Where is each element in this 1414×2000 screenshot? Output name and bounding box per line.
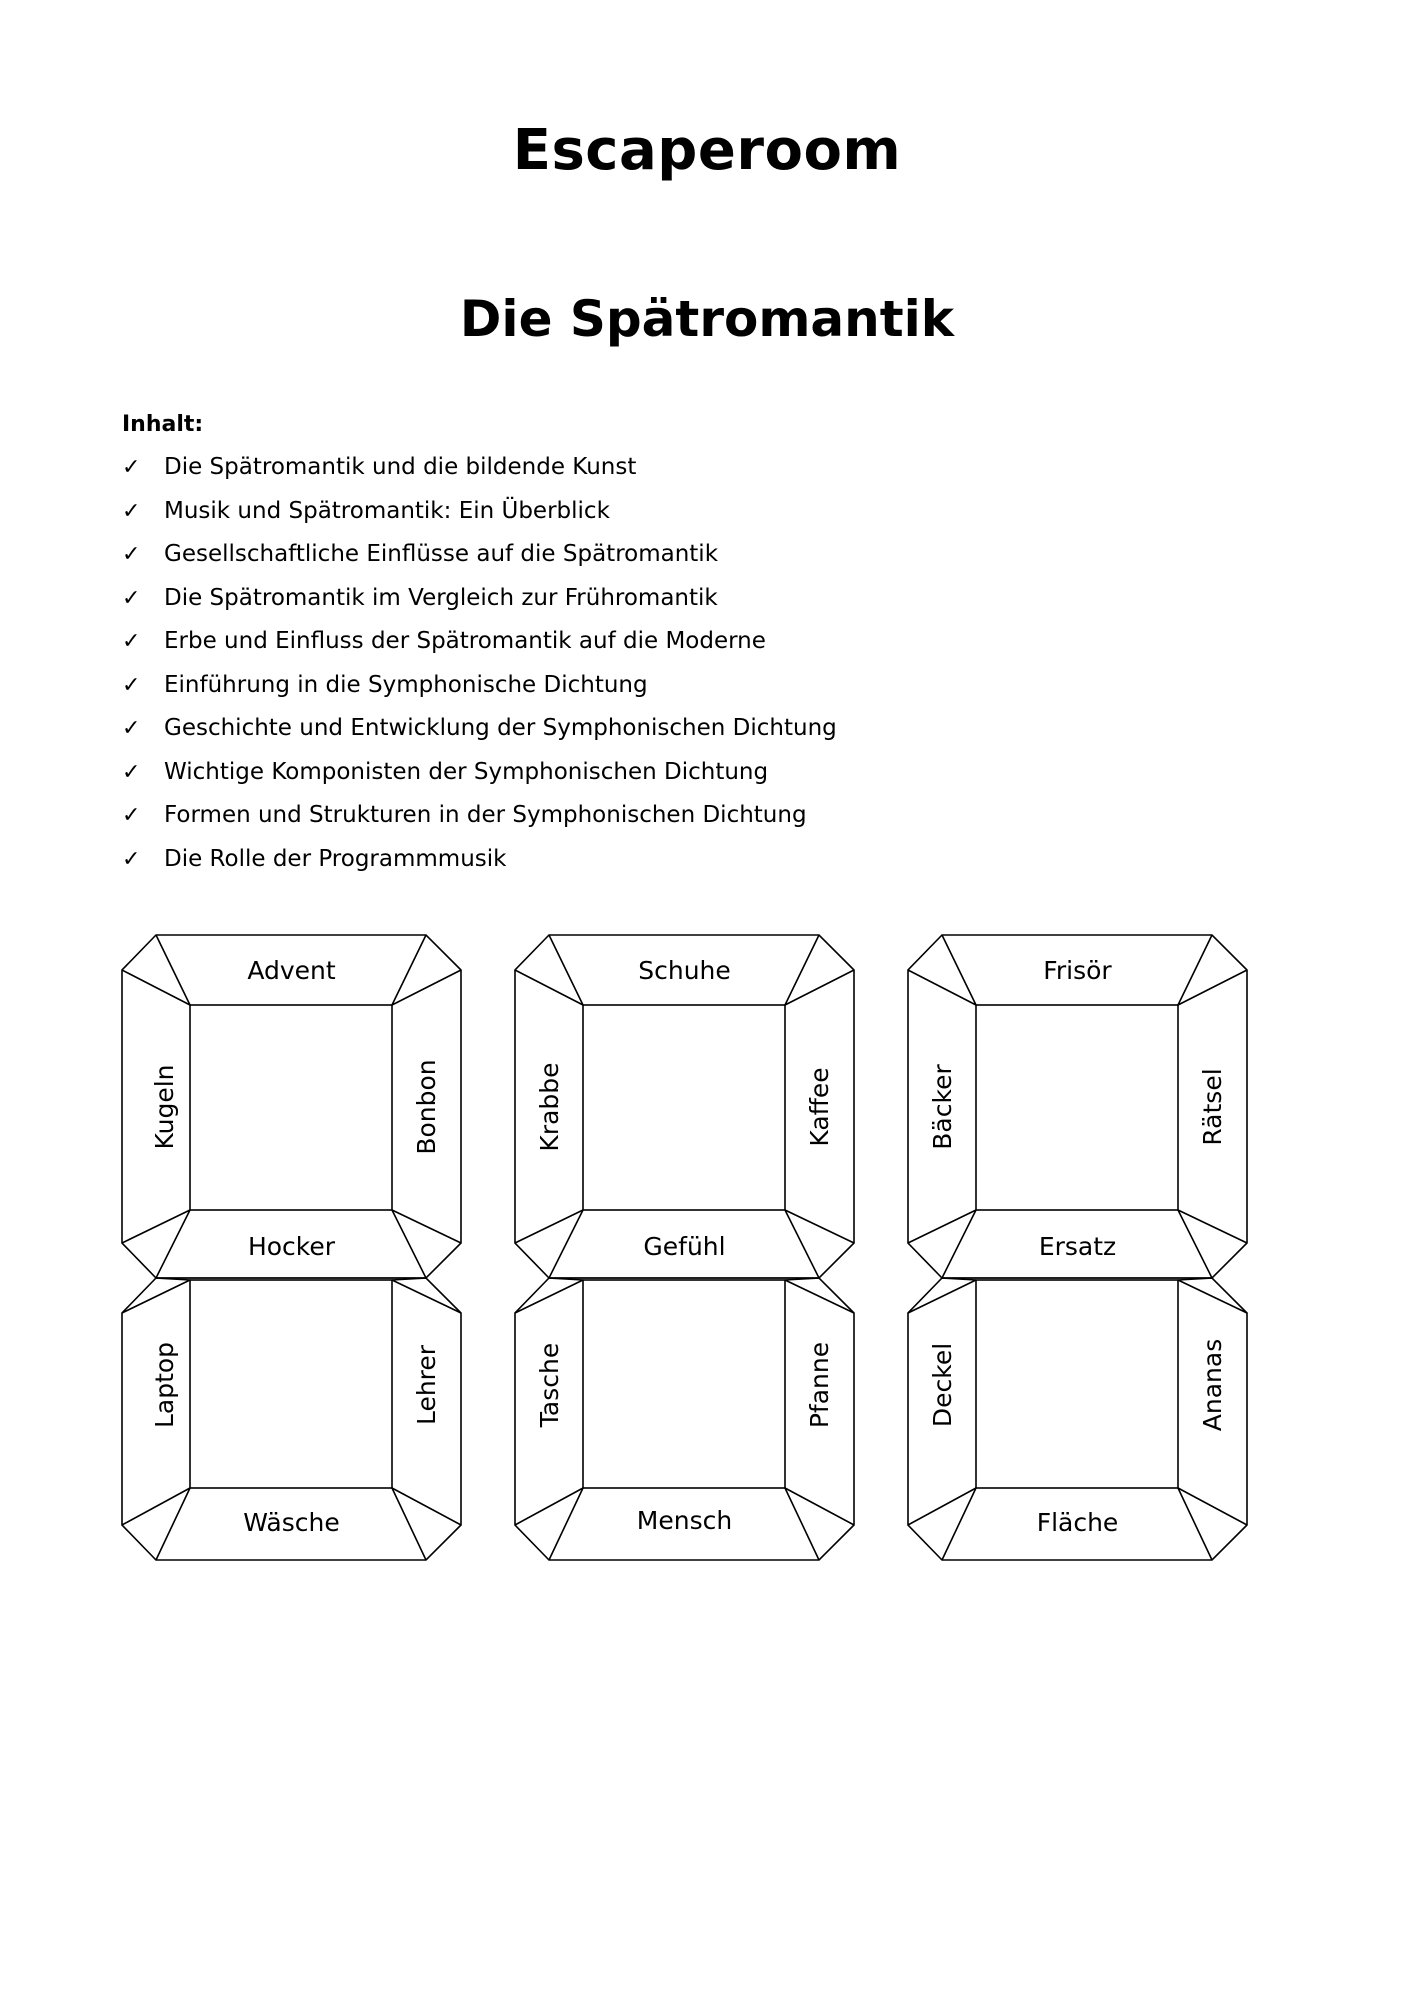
topic-text: Einführung in die Symphonische Dichtung <box>164 671 648 698</box>
content-label: Inhalt: <box>122 412 204 437</box>
segment-lower-right: Lehrer <box>412 1344 441 1426</box>
page-title: Escaperoom <box>512 118 902 183</box>
topic-text: Die Spätromantik und die bildende Kunst <box>164 454 637 480</box>
checkmark-icon: ✓ <box>122 716 141 741</box>
checkmark-icon: ✓ <box>122 629 141 654</box>
segment-lower-right: Ananas <box>1198 1338 1227 1432</box>
checkmark-icon: ✓ <box>122 498 141 524</box>
segment-lower-left: Laptop <box>150 1341 179 1429</box>
segment-top: Frisör <box>1043 956 1112 985</box>
segment-upper-left: Krabbe <box>535 1062 564 1152</box>
checkmark-icon: ✓ <box>122 759 141 785</box>
topic-text: Wichtige Komponisten der Symphonischen Dichtung <box>164 758 769 785</box>
page-subtitle: Die Spätromantik <box>459 290 955 348</box>
checkmark-icon: ✓ <box>122 846 141 872</box>
checkmark-icon: ✓ <box>122 542 141 567</box>
topic-text: Formen und Strukturen in der Symphonischen Dichtung <box>164 802 807 828</box>
topic-text: Erbe und Einfluss der Spätromantik auf die Moderne <box>164 628 766 654</box>
segment-middle: Ersatz <box>1038 1232 1117 1261</box>
topic-text: Die Spätromantik im Vergleich zur Frühromantik <box>164 584 718 611</box>
topic-text: Geschichte und Entwicklung der Symphonischen Dichtung <box>164 715 837 741</box>
segment-top: Schuhe <box>638 956 731 985</box>
segment-bottom: Wäsche <box>243 1508 340 1537</box>
segment-middle: Hocker <box>247 1232 336 1261</box>
segment-top: Advent <box>247 956 336 985</box>
segment-upper-right: Bonbon <box>412 1059 441 1155</box>
segment-lower-left: Deckel <box>928 1342 957 1428</box>
segment-middle: Gefühl <box>643 1232 726 1261</box>
segment-lower-left: Tasche <box>535 1342 564 1428</box>
topic-text: Musik und Spätromantik: Ein Überblick <box>164 497 610 524</box>
checkmark-icon: ✓ <box>122 672 141 698</box>
digit-labels <box>928 956 1227 1537</box>
checkmark-icon: ✓ <box>122 585 141 611</box>
segment-upper-right: Rätsel <box>1198 1068 1227 1146</box>
topic-text: Gesellschaftliche Einflüsse auf die Spätromantik <box>164 541 719 567</box>
segment-bottom: Fläche <box>1036 1508 1119 1537</box>
checkmark-icon: ✓ <box>122 803 141 828</box>
segment-upper-left: Kugeln <box>150 1064 179 1150</box>
segment-bottom: Mensch <box>636 1506 733 1535</box>
segment-upper-left: Bäcker <box>928 1064 957 1150</box>
segment-lower-right: Pfanne <box>805 1341 834 1429</box>
topic-text: Die Rolle der Programmmusik <box>164 845 507 872</box>
segment-upper-right: Kaffee <box>805 1067 834 1147</box>
checkmark-icon: ✓ <box>122 455 141 480</box>
